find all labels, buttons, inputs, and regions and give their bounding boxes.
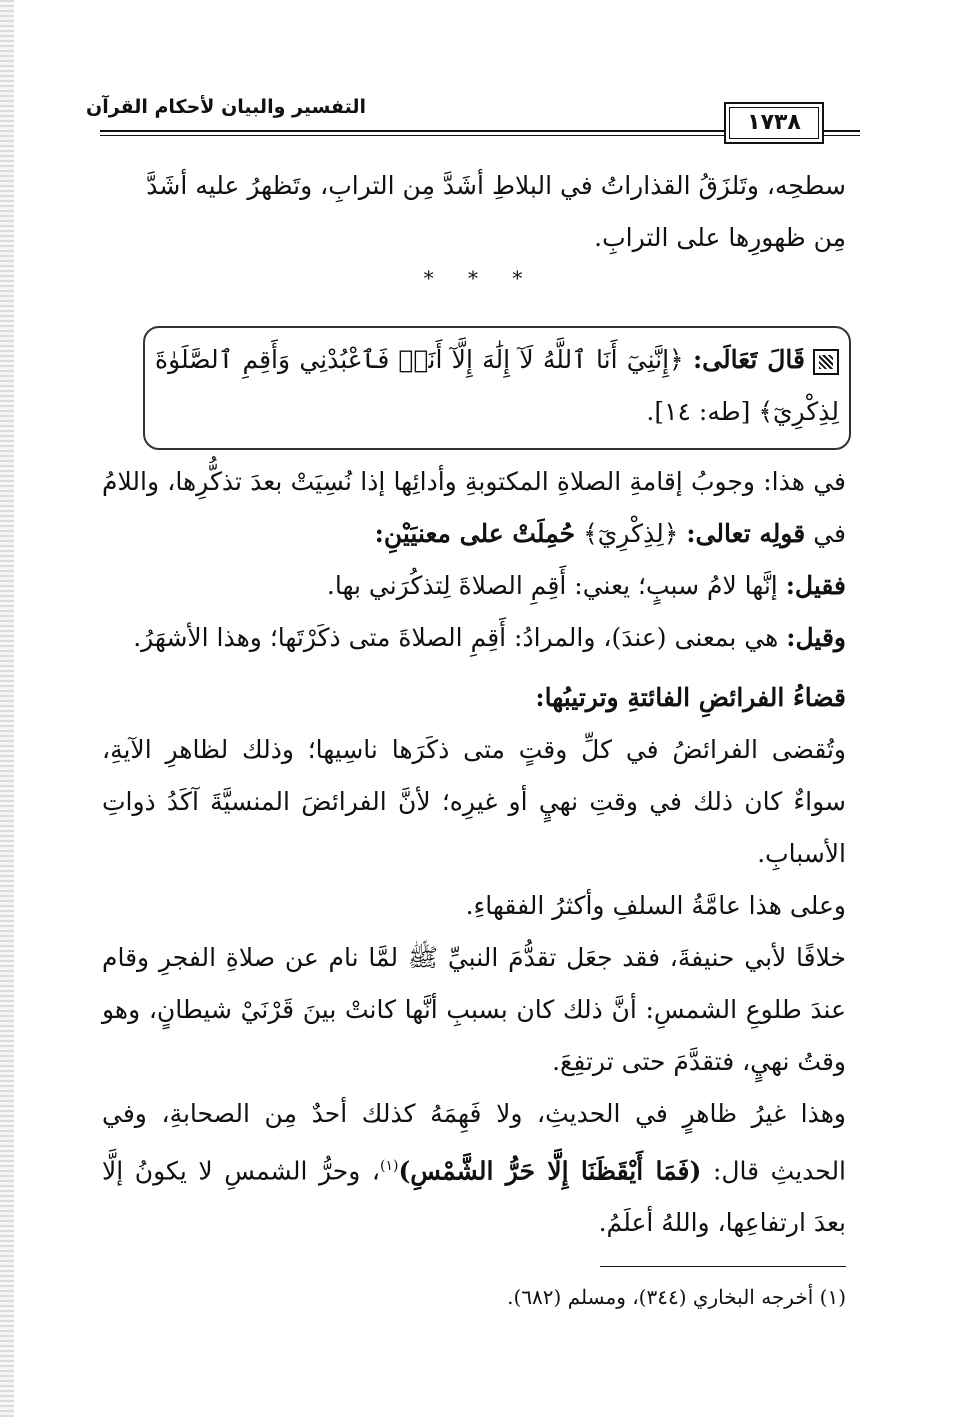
paragraph-3-label: وقيل: bbox=[786, 623, 846, 652]
paragraph-7-end: ، وحرُّ الشمسِ لا يكونُ إلَّا بعدَ ارتفاعِها، واللهُ أعلَمُ. bbox=[102, 1156, 846, 1238]
main-text bbox=[102, 456, 846, 1249]
paragraph-1-meanings: حُمِلَتْ على معنيَيْنِ: bbox=[374, 519, 576, 548]
running-title: التفسير والبيان لأحكام القرآن bbox=[100, 96, 372, 118]
paragraph-5: وعلى هذا عامَّةُ السلفِ وأكثرُ الفقهاءِ. bbox=[465, 891, 846, 920]
paragraph-2-text: إنَّها لامُ سببٍ؛ يعني: أَقِمِ الصلاةَ لِتذكُرَني بها. bbox=[326, 571, 778, 600]
paragraph-7 bbox=[102, 1088, 846, 1249]
paragraph-1-verse: ﴿لِذِكْرِيٓ﴾ bbox=[583, 519, 679, 548]
verse-label: قَالَ تَعَالَى: bbox=[692, 345, 805, 374]
hadith-quote: (فَمَا أَيْقَظَنَا إِلَّا حَرُّ الشَّمْسِ) bbox=[398, 1156, 702, 1186]
intro-line-2: مِن ظهورِها على الترابِ. bbox=[594, 223, 846, 252]
ornament-icon bbox=[813, 349, 839, 375]
footnote-marker[interactable]: (١) bbox=[379, 1158, 399, 1174]
page-number: ١٧٣٨ bbox=[724, 102, 824, 144]
intro-line-1: سطحِه، وتَلزَقُ القذاراتُ في البلاطِ أشَدَّ مِن الترابِ، وتَظهرُ عليه أشَدَّ bbox=[146, 171, 846, 200]
section-heading: قضاءُ الفرائضِ الفائتةِ وترتيبُها: bbox=[535, 683, 846, 712]
verse-reference: [طه: ١٤]. bbox=[646, 397, 751, 426]
paragraph-3-text: هي بمعنى (عندَ)، والمرادُ: أَقِمِ الصلاةَ متى ذكَرْتَها؛ وهذا الأشهَرُ. bbox=[133, 623, 779, 652]
paragraph-1-text: في هذا: وجوبُ إقامةِ الصلاةِ المكتوبةِ وأدائِها إذا نُسِيَتْ بعدَ تذكُّرِها، واللامُ في bbox=[102, 467, 846, 548]
paragraph-2 bbox=[102, 560, 846, 612]
binding-edge bbox=[0, 0, 14, 1417]
footnote-rule bbox=[600, 1266, 846, 1267]
paragraph-6: خلافًا لأبي حنيفةَ، فقد جعَل تقدُّمَ النبيِّ ﷺ لمَّا نام عن صلاةِ الفجرِ وقام عندَ طلوعِ الشمسِ: أنَّ ذلك كان بسببِ أنَّها كانتْ بينَ قَرْنَيْ شيطانٍ، وهو وقتُ نهيٍ، فتقدَّمَ حتى ترتفِعَ. bbox=[102, 943, 846, 1076]
paragraph-1 bbox=[102, 456, 846, 560]
section-separator: * * * bbox=[423, 266, 537, 290]
paragraph-4: وتُقضى الفرائضُ في كلِّ وقتٍ متى ذكَرَها ناسِيها؛ وذلك لظاهرِ الآيةِ، سواءٌ كان ذلك في وقتِ نهيٍ أو غيرِه؛ لأنَّ الفرائضَ المنسيَّةَ آكَدُ ذواتِ الأسبابِ. bbox=[102, 735, 846, 868]
paragraph-1-bold: قولِه تعالى: bbox=[686, 519, 806, 548]
intro-text bbox=[102, 160, 846, 264]
paragraph-2-label: فقيل: bbox=[785, 571, 846, 600]
verse-box bbox=[143, 326, 851, 450]
paragraph-7-text: وهذا غيرُ ظاهرٍ في الحديثِ، ولا فَهِمَهُ كذلك أحدٌ مِن الصحابةِ، وفي الحديثِ قال: bbox=[102, 1099, 847, 1186]
footnote: (١) أخرجه البخاري (٣٤٤)، ومسلم (٦٨٢). bbox=[507, 1285, 846, 1309]
page-header bbox=[86, 96, 860, 146]
verse-text: ﴿إِنَّنِيٓ أَنَا ٱللَّهُ لَآ إِلَٰهَ إِلَّآ أَنَا۠ فَٱعْبُدْنِي وَأَقِمِ ٱلصَّلَوٰةَ لِذِكْرِيٓ﴾ bbox=[155, 345, 839, 426]
paragraph-3 bbox=[102, 612, 846, 664]
